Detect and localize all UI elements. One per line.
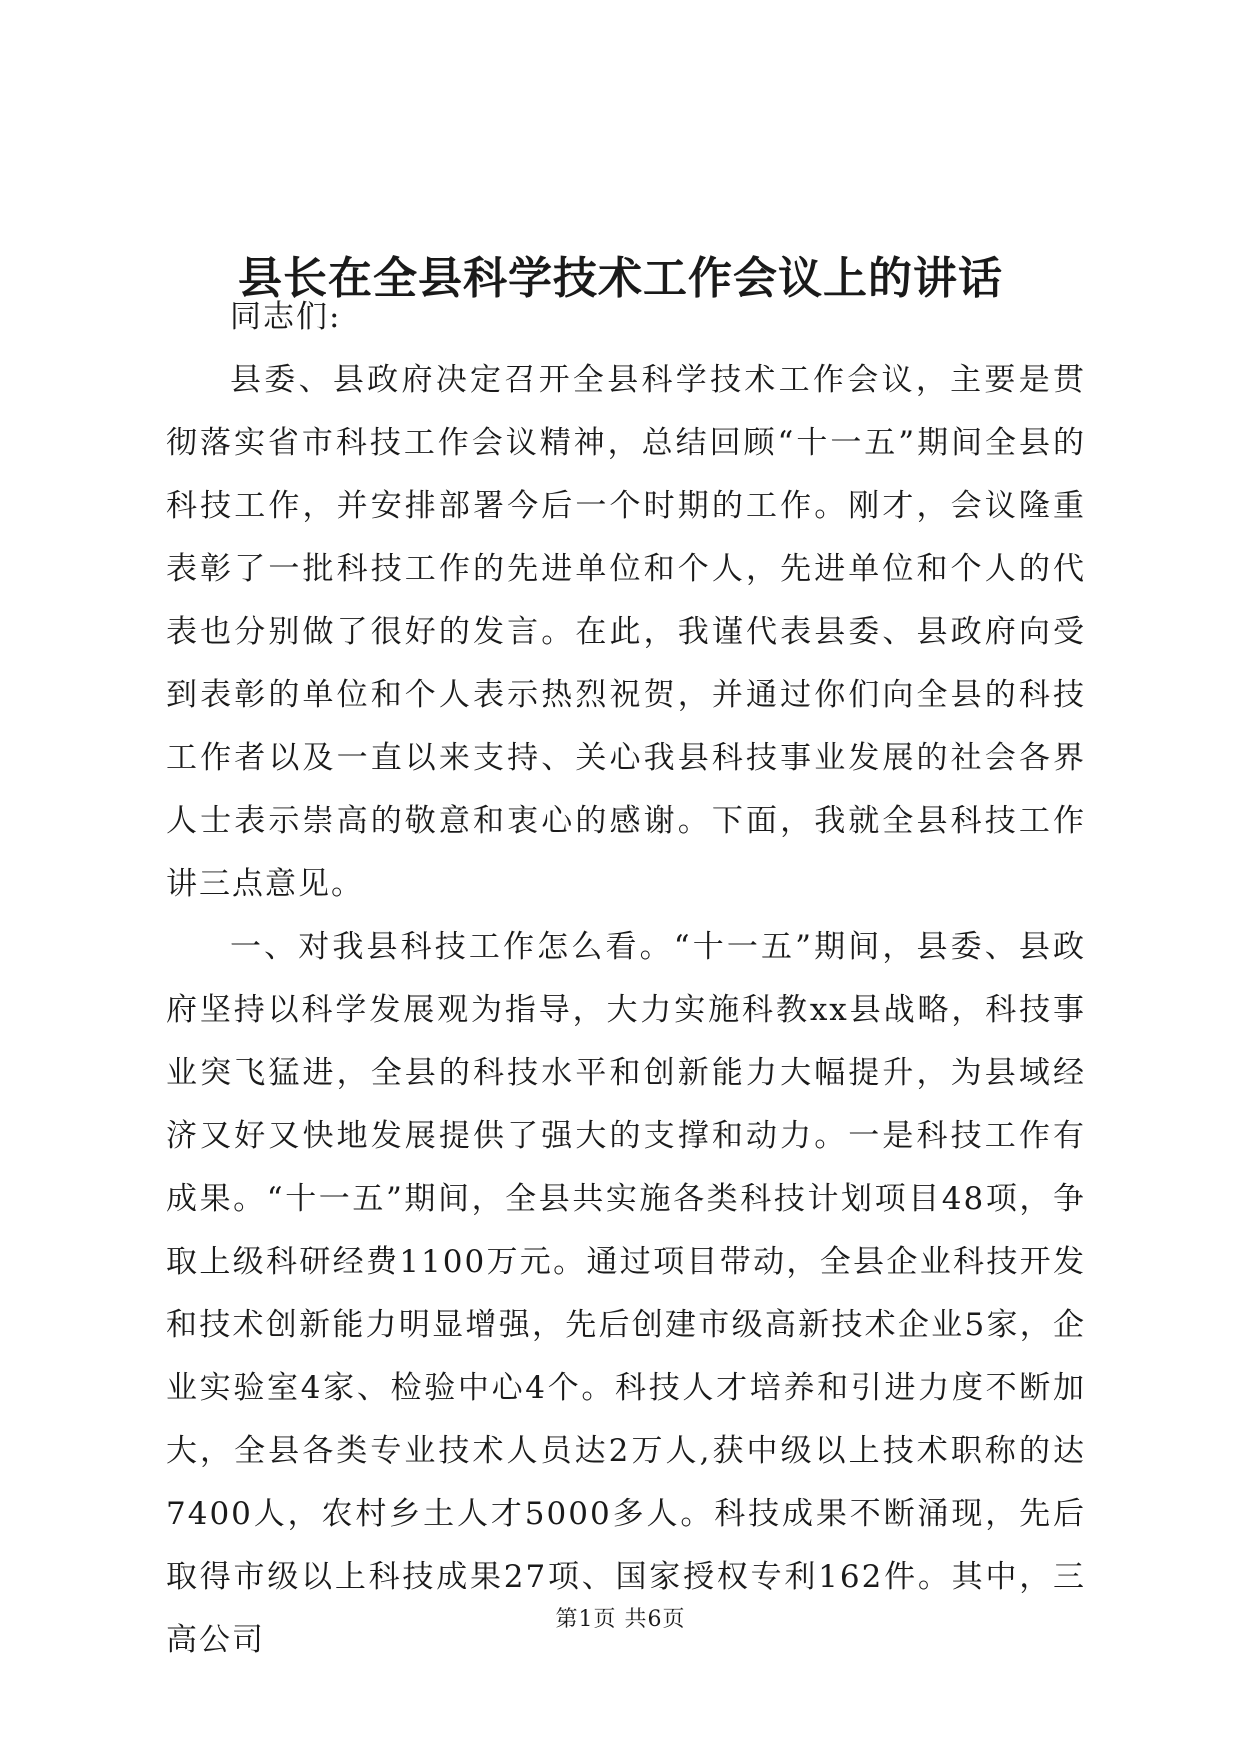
document-body xyxy=(166,286,1086,1672)
document-title: 县长在全县科学技术工作会议上的讲话 xyxy=(238,253,1003,305)
paragraph-section-one: 一、对我县科技工作怎么看。“十一五”期间，县委、县政府坚持以科学发展观为指导，大力实施科教xx县战略，科技事业突飞猛进，全县的科技水平和创新能力大幅提升，为县域经济又好又快地发展提供了强大的支撑和动力。一是科技工作有成果。“十一五”期间，全县共实施各类科技计划项目48项，争取上级科研经费1100万元。通过项目带动，全县企业科技开发和技术创新能力明显增强，先后创建市级高新技术企业5家，企业实验室4家、检验中心4个。科技人才培养和引进力度不断加大，全县各类专业技术人员达2万人,获中级以上技术职称的达7400人，农村乡土人才5000多人。科技成果不断涌现，先后取得市级以上科技成果27项、国家授权专利162件。其中，三高公司 xyxy=(166,929,1086,1658)
paragraph-opening: 县委、县政府决定召开全县科学技术工作会议，主要是贯彻落实省市科技工作会议精神，总结回顾“十一五”期间全县的科技工作，并安排部署今后一个时期的工作。刚才，会议隆重表彰了一批科技工作的先进单位和个人，先进单位和个人的代表也分别做了很好的发言。在此，我谨代表县委、县政府向受到表彰的单位和个人表示热烈祝贺，并通过你们向全县的科技工作者以及一直以来支持、关心我县科技事业发展的社会各界人士表示崇高的敬意和衷心的感谢。下面，我就全县科技工作讲三点意见。 xyxy=(166,362,1086,902)
salutation: 同志们: xyxy=(230,299,342,335)
page-number-footer: 第1页 共6页 xyxy=(555,1607,686,1632)
